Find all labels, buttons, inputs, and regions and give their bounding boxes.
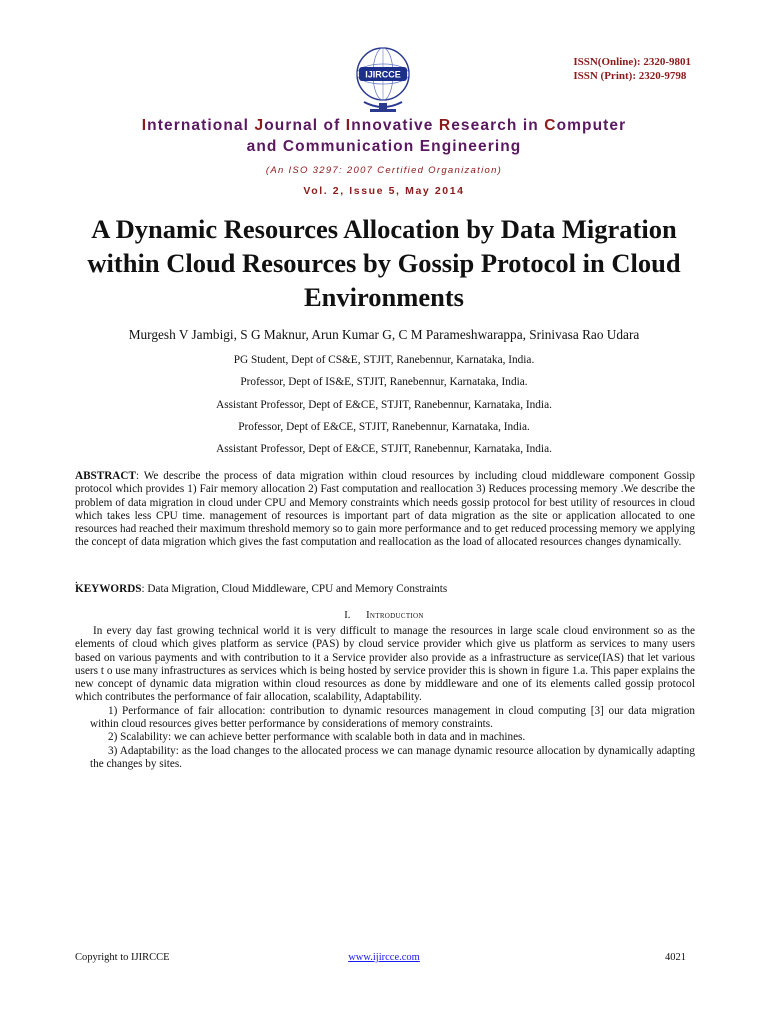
issn-online: ISSN(Online): 2320-9801 [573,56,691,68]
journal-title-part: C [544,117,557,134]
journal-title-part: I [345,117,352,134]
separator-dot: . [75,574,78,586]
journal-title-line1 [0,117,768,135]
logo-text: IJIRCCE [365,69,401,80]
abstract-label: ABSTRACT [75,470,136,482]
issn-block [573,55,691,83]
footer-page-number: 4021 [665,952,686,963]
section-number: I. [344,610,351,621]
journal-title-part: J [254,117,265,134]
list-item: 3) Adaptability: as the load changes to the allocated process we can manage dynamic resource allocation by dynamically adapting the changes by sites. [90,744,695,770]
keywords-text: : Data Migration, Cloud Middleware, CPU and Memory Constraints [141,583,448,595]
abstract [75,470,695,550]
affiliation: Professor, Dept of E&CE, STJIT, Ranebennur, Karnataka, India. [238,420,530,433]
volume-issue: Vol. 2, Issue 5, May 2014 [303,185,465,197]
journal-title-line2: and Communication Engineering [246,138,522,155]
section-heading [0,610,768,621]
journal-title-part: esear [451,117,498,134]
journal-title-part: ournal of [264,117,346,134]
affiliation: Professor, Dept of IS&E, STJIT, Ranebennur, Karnataka, India. [240,376,528,389]
journal-title-part: nternational [147,117,255,134]
keywords [75,583,447,595]
intro-paragraph: In every day fast growing technical world it is very difficult to manage the resources in large scale cloud environment so as the elements of cloud which gives platform as service (PAS) by cloud service provider which give us platform as services to many users based on various payments and with contribution to it a Service provider also provide as a infrastructure as service(IAS) that let various users t o use many infrastructures as services which is being hosted by service provider this is shown in figure 1.a. This paper explains the new concept of dynamic data migration within cloud resources as done by middleware and one of its elements called gossip protocol which contributes the performance of fair allocation, scalability, Adaptability. [75,625,695,704]
affiliation: Assistant Professor, Dept of E&CE, STJIT, Ranebennur, Karnataka, India. [216,398,552,411]
author-list: Murgesh V Jambigi, S G Maknur, Arun Kumar G, C M Parameshwarappa, Srinivasa Rao Udara [128,327,640,342]
affiliations [0,349,768,460]
affiliation: Assistant Professor, Dept of E&CE, STJIT, Ranebennur, Karnataka, India. [216,443,552,456]
journal-title-part: R [438,117,452,134]
list-item: 2) Scalability: we can achieve better performance with scalable both in data and in machines. [108,731,526,744]
footer-website-wrap [0,952,768,963]
journal-title-part: nnovative [351,117,439,134]
keywords-label: KEYWORDS [75,583,142,595]
affiliation: PG Student, Dept of CS&E, STJIT, Ranebennur, Karnataka, India. [233,354,535,366]
journal-title-part: omputer [556,117,627,134]
journal-title-part: ch in [497,117,545,134]
journal-title-part: I [141,117,148,134]
section-title: Introduction [366,610,424,621]
certification-note: (An ISO 3297: 2007 Certified Organization) [265,165,503,176]
footer-copyright: Copyright to IJIRCCE [75,952,170,963]
introduction-body [75,625,695,771]
abstract-text: : We describe the process of data migration within cloud resources by including cloud middleware component Gossip protocol which provides 1) Fair memory allocation 2) Fast computation and reallocation 3) Reduces processing memory .We describe the problem of data migration in cloud under CPU and Memory constraints which needs gossip protocol for best utility of resources in cloud which takes less CPU time. management of resources is important part of data migration as the site or application allocated to one resources had reached their maximum threshold memory so to gain more performance and to get reduced processing memory we applying the concept of data migration which gives the fast computation and reallocation as the load of allocated resources changes dynamically. [75,470,695,549]
paper-title: A Dynamic Resources Allocation by Data Migration within Cloud Resources by Gossip Protocol in Cloud Environments [87,214,681,312]
footer-website-link[interactable]: www.ijircce.com [348,952,420,963]
list-item: 1) Performance of fair allocation: contribution to dynamic resources management in cloud computing [3] our data migration within cloud resources gives better performance by considerations of memory constraints. [90,704,695,731]
journal-logo [334,40,432,120]
issn-print: ISSN (Print): 2320-9798 [573,70,687,82]
